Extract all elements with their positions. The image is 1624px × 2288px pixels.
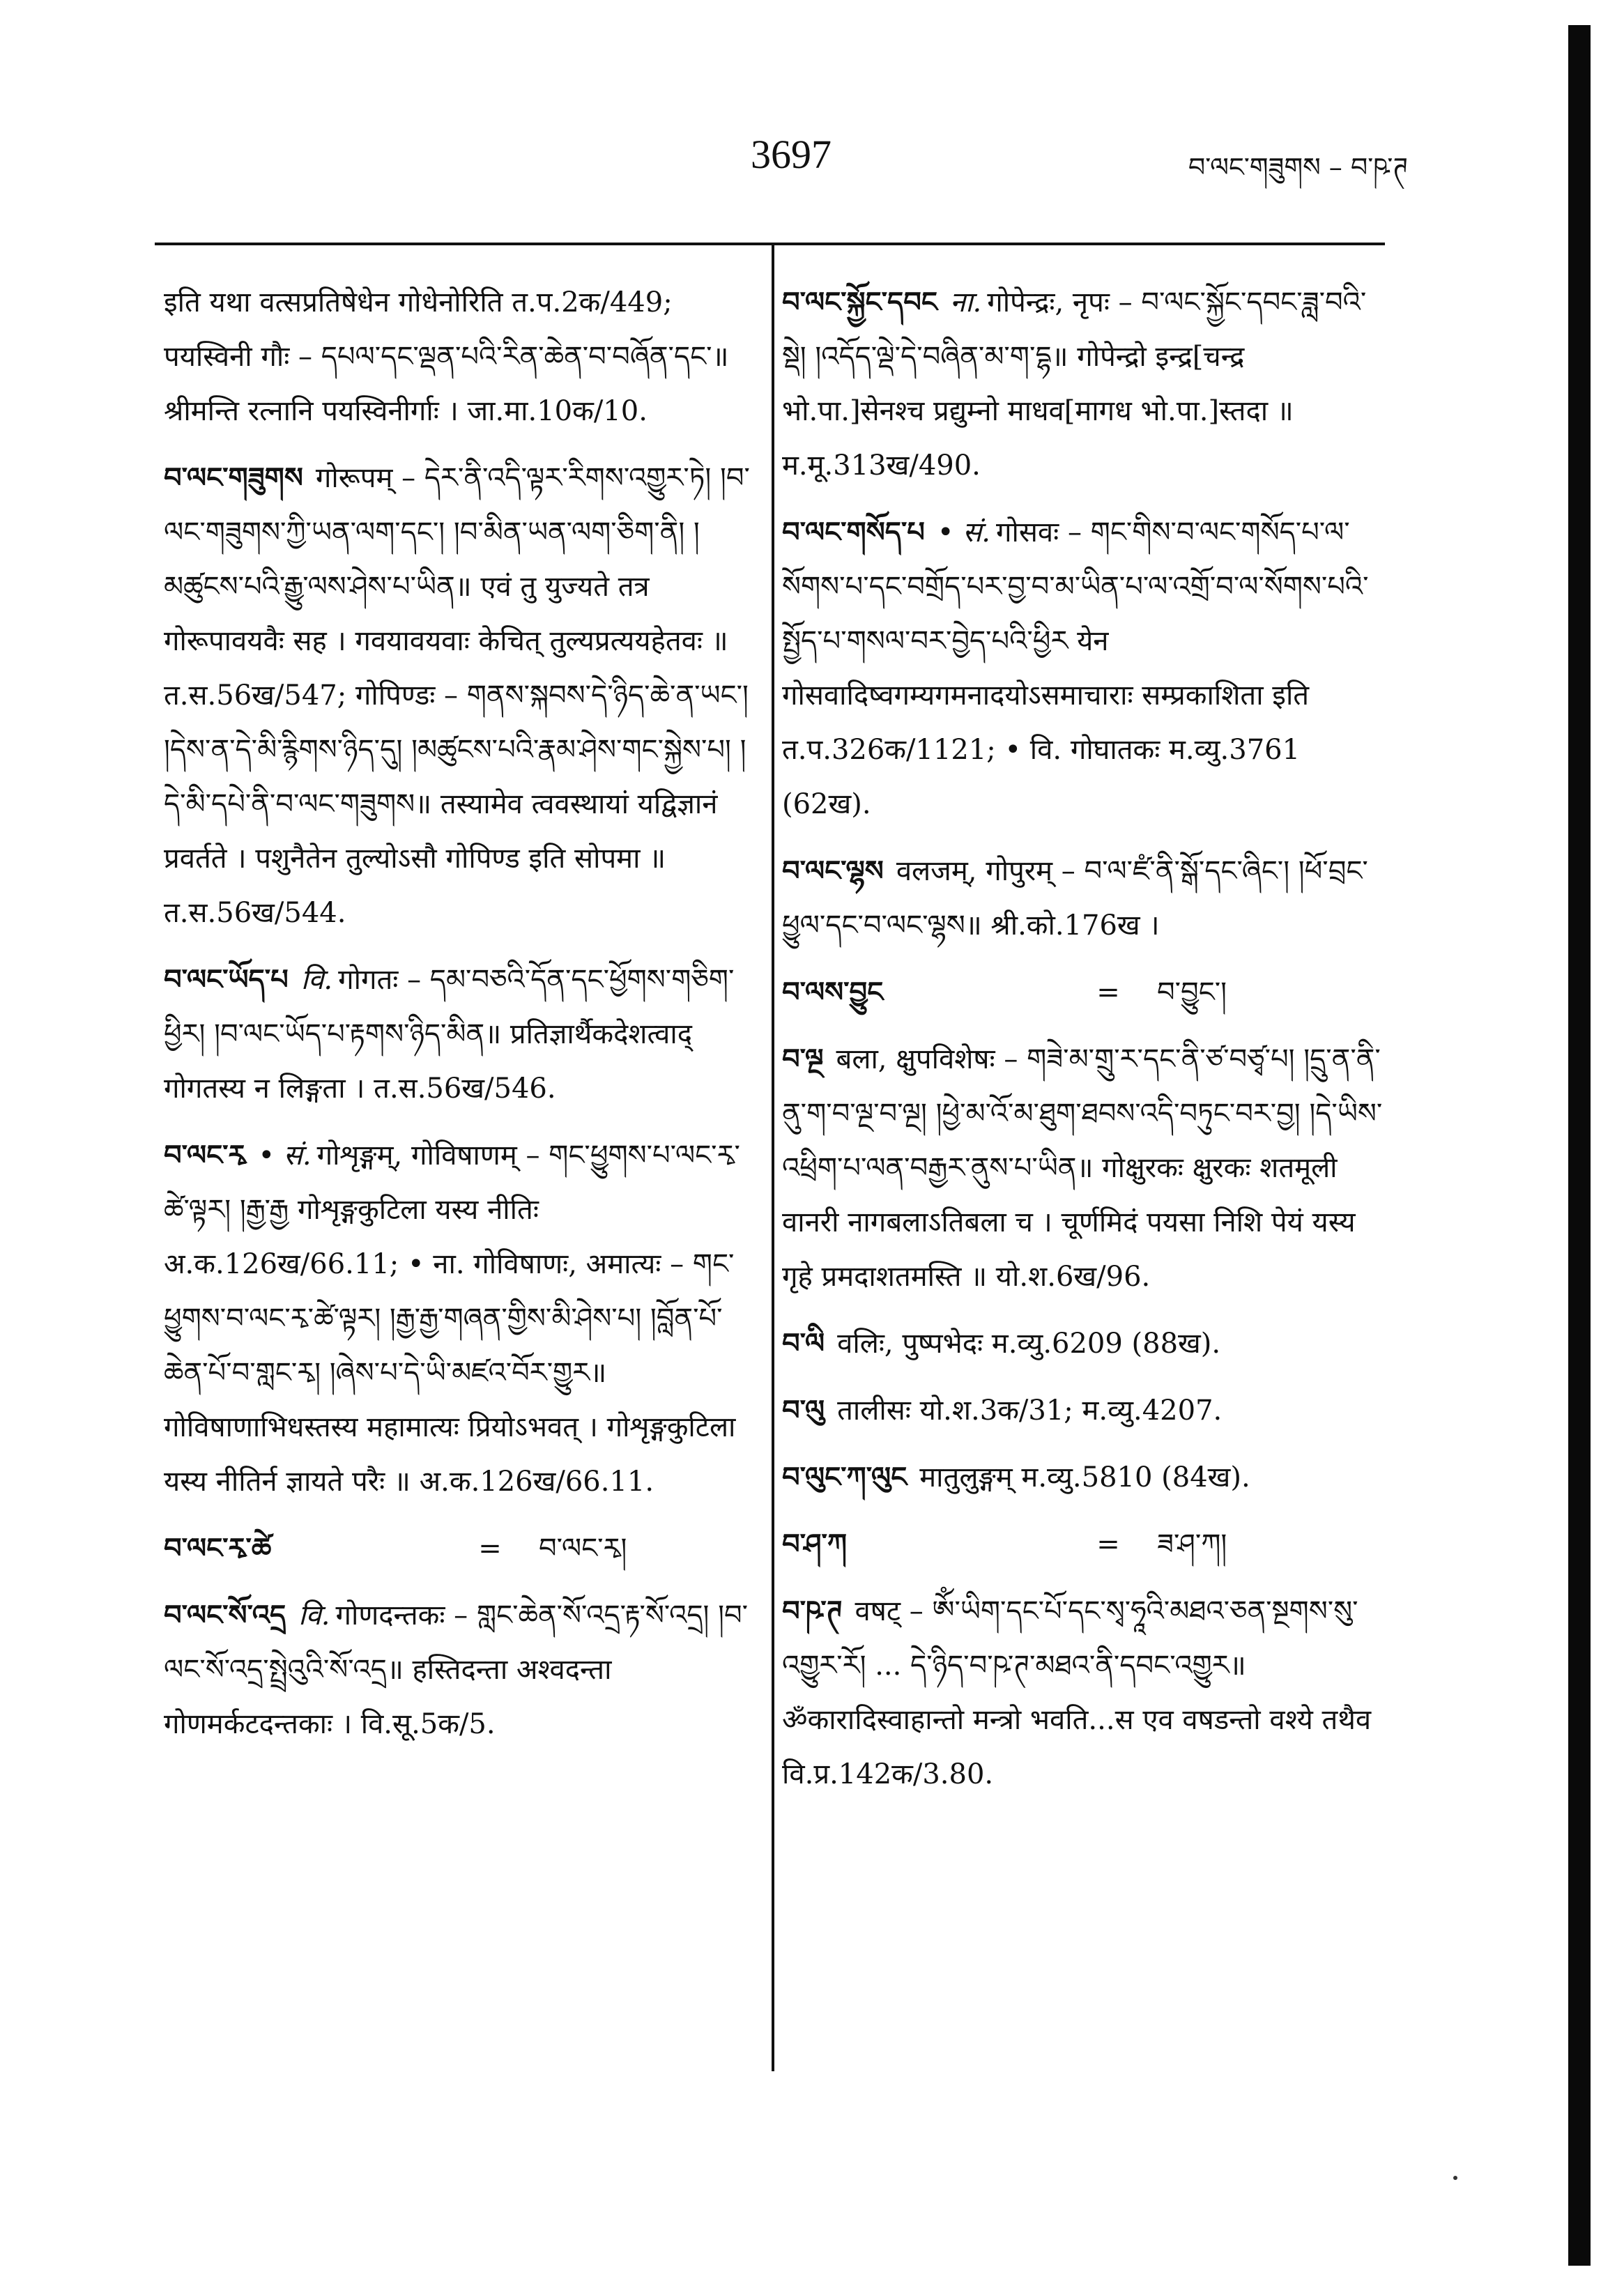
dictionary-entry [164,1128,753,1509]
entry-headword: བ་ལང་ཡོད་པ [164,963,289,996]
entry-body: गोगतः – དམ་བཅའི་དོན་དང་ཕྱོགས་གཅིག་ཕྱིར། །བ་ལང་ཡོད་པ་རྟགས་ཉིད་མིན॥ प्रतिज्ञार्थैकदेशत्वाद् गोगतस्य न लिङ्गता । त.स.56ख/546. [164,964,735,1105]
grammar-label: ना. [949,286,982,318]
cross-reference-entry [782,1517,1383,1572]
dictionary-entry [164,451,753,940]
cross-reference-target: བ་ལང་རྭ། [539,1533,627,1565]
entry-body: गोरूपम् – དེར་ནི་འདི་ལྟར་རིགས་འགྱུར་ཏེ། །བ་ལང་གཟུགས་ཀྱི་ཡན་ལག་དང་། །བ་མིན་ཡན་ལག་ཅིག་ནི། །མཚུངས་པའི་རྒྱུ་ལས་ཤེས་པ་ཡིན॥ एवं तु युज्यते तत्र गोरूपावयवैः सह । गवयावयवाः केचित् तुल्यप्रत्ययहेतवः ॥ त.स.56ख/547; गोपिण्डः – གནས་སྐབས་དེ་ཉིད་ཆེ་ན་ཡང་། །དེས་ན་དེ་མི་རྙིགས་ཉིད་དུ། །མཚུངས་པའི་རྣམ་ཤེས་གང་སྐྱེས་པ། །དེ་མི་དཔེ་ནི་བ་ལང་གཟུགས॥ तस्यामेव त्ववस्थायां यद्विज्ञानं प्रवर्तते । पशुनैतेन तुल्योऽसौ गोपिण्ड इति सोपमा ॥ त.स.56ख/544. [164,462,750,929]
grammar-label: वि. [298,1599,330,1631]
entry-body: वलिः, पुष्पभेदः म.व्यु.6209 (88ख). [837,1328,1221,1360]
entry-body: गोशृङ्गम्, गोविषाणम् – གང་ཕྱུགས་པ་ལང་རྭ་ཚེ་ལྟར། །རྒྱ་རྒྱ गोशृङ्गकुटिला यस्य नीतिः अ.क.126ख/66.11; • ना. गोविषाणः, अमात्यः – གང་ཕྱུགས་བ་ལང་རྭ་ཚེ་ལྟར། །རྒྱ་རྒྱ་གཞན་གྱིས་མི་ཤེས་པ། །བློན་པོ་ཆེན་པོ་བ་གླང་རྭ། །ཞེས་པ་དེ་ཡི་མཛའ་བོར་གྱུར॥ गोविषाणाभिधस्तस्य महामात्यः प्रियोऽभवत् । गोशृङ्गकुटिला यस्य नीतिर्न ज्ञायते परैः ॥ अ.क.126ख/66.11. [164,1139,740,1498]
entry-headword: བ་ལི [782,1327,825,1360]
dictionary-entry [782,505,1383,831]
right-column [782,275,1383,1814]
dictionary-entry [782,844,1383,953]
header-rule [155,243,1385,245]
entry-headword: བ་ཥ་ཊ [782,1595,843,1627]
cross-reference-target: བ་བྱུང་། [1157,976,1227,1008]
dictionary-entry [164,1588,753,1751]
entry-headword: བ་ལང་སྐྱོང་དབང [782,286,937,318]
dictionary-entry [782,1383,1383,1438]
grammar-label: • सं. [258,1139,312,1172]
entry-headword: བ་ལང་རྭ་ཚེ [164,1532,272,1565]
entry-body: गोपेन्द्रः, नृपः – བ་ལང་སྐྱོང་དབང་ཟླ་བའི་སྡེ། །འདོད་ལྡེ་དེ་བཞིན་མ་ག་དྷ॥ गोपेन्द्रो इन्द्र[चन्द्र भो.पा.]सेनश्च प्रद्युम्नो माधव[मागध भो.पा.]स्तदा ॥ म.मू.313ख/490. [782,286,1367,482]
entry-headword: བ་ཤ་ཀ [782,1528,848,1560]
cross-reference-entry [164,1521,753,1576]
dictionary-entry [782,1450,1383,1505]
entry-body: गोणदन्तकः – གླང་ཆེན་སོ་འདྲ་རྟ་སོ་འདྲ། །བ་ལང་སོ་འདྲ་སྤྲེའུའི་སོ་འདྲ॥ हस्तिदन्ता अश्वदन्ता गोणमर्कटदन्तकाः । वि.सू.5क/5. [164,1599,748,1740]
page-edge-bar [1568,25,1591,2266]
dictionary-entry [782,1032,1383,1304]
entry-headword: བ་ལང་སོ་འདྲ [164,1599,286,1631]
entry-body: बला, क्षुपविशेषः – གཟེ་མ་གྲུ་ར་དང་ནི་ཙ་བཙྭ་པ། །དྲུ་ན་ནི་ནུ་ག་བ་ལྔ་བ་ལྔ། །ཕྱེ་མ་འོ་མ་ཐུག་ཐབས་འདི་བཏུང་བར་བྱ། །དེ་ཡིས་འཕྲིག་པ་ལན་བརྒྱར་ནུས་པ་ཡིན॥ गोक्षुरकः क्षुरकः शतमूली वानरी नागबलाऽतिबला च । चूर्णमिदं पयसा निशि पेयं यस्य गृहे प्रमदाशतमस्ति ॥ यो.श.6ख/96. [782,1043,1383,1293]
equals-sign: = [1096,1528,1120,1560]
entry-headword: བ་ལུ [782,1394,825,1427]
dictionary-entry [782,1316,1383,1371]
page-number: 3697 [751,132,832,177]
left-column [164,275,753,1764]
entry-headword: བ་ལྔ [782,1043,824,1075]
equals-sign: = [1096,976,1120,1008]
entry-headword: བ་ལས་བྱུང [782,976,884,1008]
dictionary-entry [782,275,1383,493]
column-divider [772,245,774,2071]
dictionary-entry [782,1584,1383,1802]
cross-reference-entry [782,965,1383,1020]
margin-dot [1453,2176,1457,2180]
entry-headword: བ་ལང་གཟུགས [164,461,303,494]
grammar-label: • सं. [937,516,990,548]
entry-headword: བ་ལང་ལྷས [782,854,884,887]
entry-body: तालीसः यो.श.3क/31; म.व्यु.4207. [837,1395,1223,1427]
entry-headword: བ་ལང་རྭ [164,1139,246,1172]
dictionary-entry [164,953,753,1116]
equals-sign: = [478,1533,502,1565]
entry-body: इति यथा वत्सप्रतिषेधेन गोधेनोरिति त.प.2क/449; पयस्विनी गौः – དཔལ་དང་ལྡན་པའི་རིན་ཆེན་བ་བཞོན་དང་॥ श्रीमन्ति रत्नानि पयस्विनीर्गाः । जा.मा.10क/10. [164,286,729,427]
entry-headword: བ་ལང་གསོད་པ [782,516,925,548]
cross-reference-target: ཟ་ཤ་ཀ། [1157,1528,1227,1560]
entry-body: गोसवः – གང་གིས་བ་ལང་གསོད་པ་ལ་སོགས་པ་དང་བགྲོད་པར་བྱ་བ་མ་ཡིན་པ་ལ་འགྲོ་བ་ལ་སོགས་པའི་སྤྱོད་པ་གསལ་བར་བྱེད་པའི་ཕྱིར येन गोसवादिष्वगम्यगमनादयोऽसमाचाराः सम्प्रकाशिता इति त.प.326क/1121; • वि. गोघातकः म.व्यु.3761 (62ख). [782,516,1369,820]
entry-body: मातुलुङ्गम् म.व्यु.5810 (84ख). [919,1461,1250,1494]
running-head: བ་ལང་གཟུགས – བ་ཥ་ཊ [1188,152,1408,183]
dictionary-entry [164,275,753,438]
entry-headword: བ་ལུང་ཀ་ལུང [782,1461,907,1494]
grammar-label: वि. [300,964,333,996]
entry-body: वलजम्, गोपुरम् – བ་ལ་ཛཾ་ནི་སྒོ་དང་ཞིང་། །ཕོ་བྲང་ཕྱུལ་དང་བ་ལང་ལྷས॥ श्री.को.176ख । [782,855,1368,942]
entry-body: वषट् – ཨོཾ་ཡིག་དང་པོ་དང་སྭ་ཧཱའི་མཐའ་ཅན་སྔགས་སུ་འགྱུར་རོ། ... དེ་ཉིད་བ་ཥ་ཊ་མཐའ་ནི་དབང་འགྱུར॥ ॐकारादिस्वाहान्तो मन्त्रो भवति...स एव वषडन्तो वश्ये तथैव वि.प्र.142क/3.80. [782,1595,1372,1790]
